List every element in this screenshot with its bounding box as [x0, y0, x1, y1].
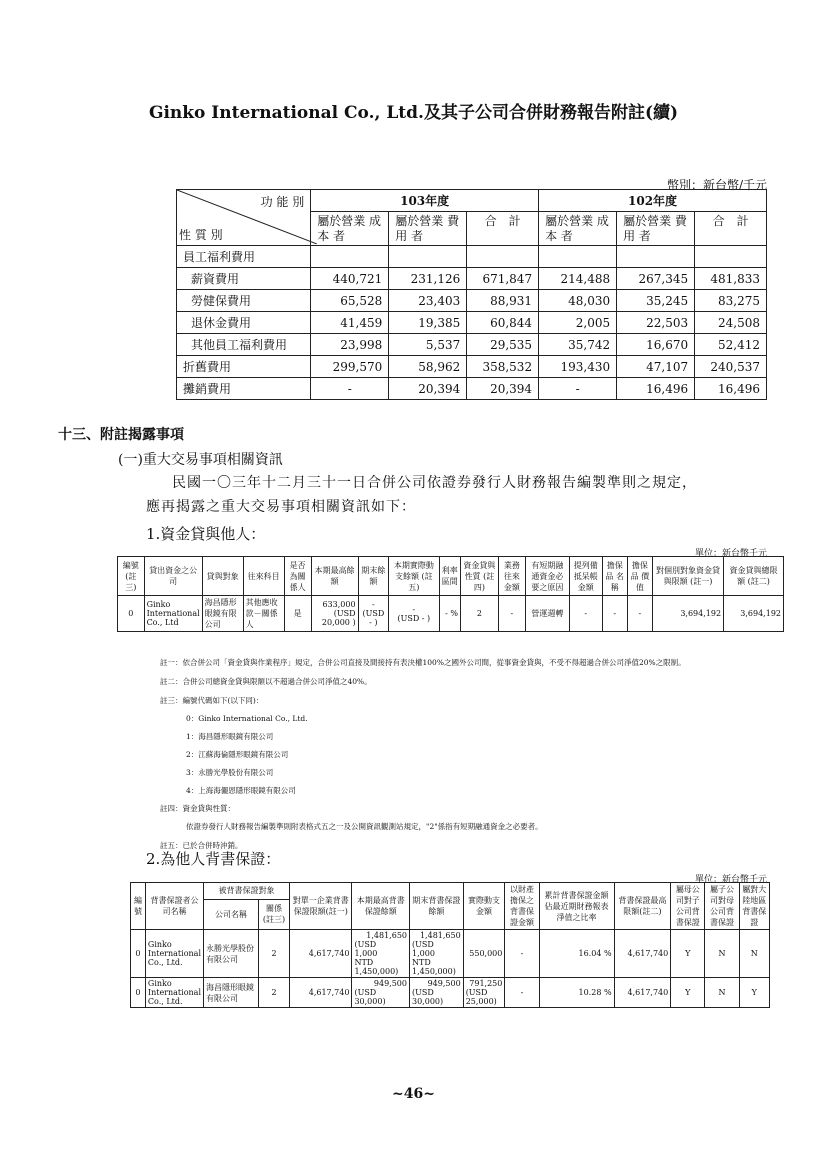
expense-cell: -	[539, 378, 617, 400]
intro-paragraph-line2: 應再揭露之重大交易事項相關資訊如下：	[146, 499, 416, 515]
loan-limit-total: 3,694,192	[724, 596, 784, 632]
loan-notes	[160, 656, 686, 858]
function-header: 功 能 別	[260, 195, 305, 209]
loan-header-cell: 貸與對象	[202, 557, 243, 596]
employee-expense-table	[176, 189, 767, 400]
g-h-s2p: 屬子公司對母公司背書保證	[705, 883, 739, 930]
loan-unit: 單位：新台幣千元	[694, 549, 767, 559]
note-line: 0：Ginko International Co., Ltd.	[186, 714, 308, 723]
guarantee-value: -	[520, 949, 524, 958]
loan-header-cell: 編號 (註三)	[118, 557, 145, 596]
guarantee-value: Y	[751, 988, 757, 997]
expense-row-label: 其他員工福利費用	[177, 334, 311, 356]
note-line: 註二：合併公司總資金貸與限額以不超過合併公司淨值之40%。	[160, 677, 372, 686]
loan-max-balance: 633,000	[322, 600, 356, 609]
guarantee-cell-guarantor	[145, 978, 203, 1008]
guarantee-cell-company	[204, 930, 259, 978]
expense-cell	[311, 246, 389, 268]
expense-cell: 5,537	[389, 334, 467, 356]
guarantee-value: Y	[685, 949, 691, 958]
g-h-property: 以財產擔保之背書保證金額	[505, 883, 539, 930]
guarantee-sub-value: NTD	[354, 958, 374, 967]
guarantee-unit: 單位：新台幣千元	[694, 875, 767, 885]
expense-cell: 240,537	[695, 356, 767, 378]
expense-cell	[617, 246, 695, 268]
loan-header-cell: 資金貸與總限額 (註二)	[724, 557, 784, 596]
loan-business: -	[498, 596, 525, 632]
loan-limit-individual: 3,694,192	[652, 596, 723, 632]
guarantee-cell-actual	[463, 930, 505, 978]
guarantee-cell-end	[410, 978, 464, 1008]
expense-cell: 16,496	[695, 378, 767, 400]
expense-cell: 231,126	[389, 268, 467, 290]
expense-cell: 24,508	[695, 312, 767, 334]
guarantee-cell-ratio	[539, 930, 614, 978]
expense-cell: 41,459	[311, 312, 389, 334]
expense-cell: 481,833	[695, 268, 767, 290]
guarantee-sub-value: 1,000	[412, 949, 435, 958]
guarantee-cell-actual	[463, 978, 505, 1008]
guarantee-cell-p2s	[671, 978, 705, 1008]
expense-cell	[539, 246, 617, 268]
loan-reason: 營運週轉	[525, 596, 569, 632]
guarantee-table	[130, 882, 770, 1008]
guarantee-value: 4,617,740	[627, 949, 669, 958]
loan-header-cell: 利率區間	[439, 557, 460, 596]
loan-header-cell: 往來科目	[243, 557, 284, 596]
loan-header-cell: 業務往來金額	[498, 557, 525, 596]
g-h-ratio: 累計背書保證金額佔最近期財務報表淨值之比率	[539, 883, 614, 930]
guarantee-rows	[131, 930, 770, 1008]
guarantee-value: 2	[271, 949, 277, 958]
loan-actual-usd: (USD - )	[397, 613, 431, 623]
loan-header-cell: 對個別對象資金貸與限額 (註一)	[652, 557, 723, 596]
guarantee-sub-value: 1,000	[354, 949, 378, 958]
note-line: 3：永勝光學股份有限公司	[186, 768, 274, 777]
loan-header-cell: 資金貸與性質 (註四)	[460, 557, 498, 596]
expense-row-label: 折舊費用	[177, 356, 311, 378]
guarantee-cell-cn	[739, 930, 769, 978]
expense-row-label: 員工福利費用	[177, 246, 311, 268]
guarantee-value: N	[750, 949, 758, 958]
g-h-end: 期末背書保證餘額	[410, 883, 464, 930]
guarantee-cell-cn	[739, 978, 769, 1008]
loan-no: 0	[118, 596, 145, 632]
expense-cell: 83,275	[695, 290, 767, 312]
guarantee-cell-company	[204, 978, 259, 1008]
expense-cell: 22,503	[617, 312, 695, 334]
expense-cell: 16,496	[617, 378, 695, 400]
expense-cell: 2,005	[539, 312, 617, 334]
guarantee-cell-max_limit	[614, 978, 671, 1008]
nature-header: 性 質 別	[179, 228, 223, 242]
expense-cell: 299,570	[311, 356, 389, 378]
note-line: 4：上海海儷恩隱形眼鏡有限公司	[186, 786, 296, 795]
guarantee-value: 2	[271, 988, 277, 997]
expense-row	[177, 290, 767, 312]
guarantee-sub-value: (USD	[412, 940, 434, 949]
expense-row-label: 攤銷費用	[177, 378, 311, 400]
guarantee-header-row-1	[131, 883, 770, 900]
loan-account: 其他應收款－關係人	[243, 596, 284, 632]
guarantee-cell-rel	[259, 978, 290, 1008]
guarantee-row	[131, 978, 770, 1008]
guarantee-value: 10.28 %	[578, 988, 612, 997]
guarantee-value: 4,617,740	[308, 988, 350, 997]
expense-row-label: 退休金費用	[177, 312, 311, 334]
guarantee-value: 1,481,650	[419, 931, 461, 940]
loan-header-cell: 期末餘額	[358, 557, 389, 596]
expense-row	[177, 356, 767, 378]
loan-heading: 1.資金貸與他人：	[146, 525, 266, 543]
loan-data-row	[118, 596, 784, 632]
expense-row	[177, 268, 767, 290]
guarantee-value: Ginko International Co., Ltd.	[147, 940, 201, 967]
expense-cell: 193,430	[539, 356, 617, 378]
loan-header-cell: 提列備抵呆帳金額	[569, 557, 602, 596]
guarantee-sub-value: (USD	[354, 988, 377, 997]
guarantee-sub-value: 25,000)	[465, 997, 497, 1006]
loan-lender: Ginko International Co., Ltd	[144, 596, 202, 632]
loan-table	[117, 556, 784, 632]
expense-cell: 23,403	[389, 290, 467, 312]
note-line: 註三：編號代碼如下(以下同)：	[160, 696, 264, 705]
guarantee-value: Y	[685, 988, 691, 997]
loan-collateral-value: -	[627, 596, 652, 632]
expense-row	[177, 378, 767, 400]
guarantee-value: 0	[135, 949, 141, 958]
guarantee-cell-max	[352, 978, 410, 1008]
note-line: 註四：資金貸與性質：	[160, 804, 235, 813]
g-h-limit: 對單一企業背書保證限額(註一)	[290, 883, 352, 930]
guarantee-value: -	[520, 988, 524, 997]
guarantee-cell-max	[352, 930, 410, 978]
subsection-heading: (一)重大交易事項相關資訊	[118, 452, 283, 468]
col-total-103: 合 計	[467, 212, 539, 246]
expense-cell	[467, 246, 539, 268]
expense-cell: 35,742	[539, 334, 617, 356]
guarantee-value: 16.04 %	[578, 949, 612, 958]
col-expense-102: 屬於營業 費 用 者	[617, 212, 695, 246]
expense-cell	[695, 246, 767, 268]
expense-cell: 60,844	[467, 312, 539, 334]
guarantee-value: 949,500	[373, 979, 407, 988]
loan-header-row	[118, 557, 784, 596]
guarantee-sub-value: 30,000)	[412, 997, 444, 1006]
col-cost-103: 屬於營業 成 本 者	[311, 212, 389, 246]
diagonal-header-cell	[177, 190, 311, 246]
guarantee-sub-value: (USD	[354, 940, 377, 949]
loan-header-cell: 擔保品 價值	[627, 557, 652, 596]
note-line: 註一：依合併公司「資金貸與作業程序」規定，合併公司直接及間接持有表決權100%之國外公司間，從事資金貸與，不受不得超過合併公司淨值20%之限制。	[160, 658, 686, 667]
guarantee-cell-max_limit	[614, 930, 671, 978]
loan-borrower: 海昌隱形眼鏡有限公司	[202, 596, 243, 632]
currency-unit: 幣別：新台幣/千元	[666, 178, 767, 192]
year-102-header: 102年度	[539, 190, 767, 212]
guarantee-value: N	[718, 988, 726, 997]
guarantee-value: 4,617,740	[308, 949, 350, 958]
expense-cell: 29,535	[467, 334, 539, 356]
g-h-max-limit: 背書保證最高限額(註二)	[614, 883, 671, 930]
expense-cell: 35,245	[617, 290, 695, 312]
guarantee-value: 永勝光學股份有限公司	[206, 943, 254, 964]
loan-header-cell: 有短期融通資金必要之原因	[525, 557, 569, 596]
expense-cell	[389, 246, 467, 268]
guarantee-heading: 2.為他人背書保證：	[146, 850, 281, 868]
g-h-company: 公司名稱	[204, 899, 259, 929]
section-heading: 十三、附註揭露事項	[58, 427, 184, 443]
expense-cell: 58,962	[389, 356, 467, 378]
g-h-actual: 實際動支金額	[463, 883, 505, 930]
expense-cell: 47,107	[617, 356, 695, 378]
loan-allowance: -	[569, 596, 602, 632]
expense-cell: 440,721	[311, 268, 389, 290]
guarantee-sub-value: 30,000)	[354, 997, 386, 1006]
loan-header-cell: 擔保品 名稱	[602, 557, 627, 596]
guarantee-cell-p2s	[671, 930, 705, 978]
col-total-102: 合 計	[695, 212, 767, 246]
guarantee-value: 949,500	[427, 979, 461, 988]
guarantee-row	[131, 930, 770, 978]
g-h-relation: 關係(註三)	[259, 899, 290, 929]
guarantee-value: N	[718, 949, 726, 958]
guarantee-cell-prop	[505, 930, 539, 978]
page-title: Ginko International Co., Ltd.及其子公司合併財務報告附註(續)	[148, 103, 679, 123]
g-h-cn: 屬對大陸地區背書保證	[739, 883, 769, 930]
guarantee-sub-value: 1,450,000)	[354, 967, 399, 976]
year-103-header: 103年度	[311, 190, 539, 212]
expense-cell: 671,847	[467, 268, 539, 290]
guarantee-cell-limit	[290, 930, 352, 978]
loan-header-cell: 本期實際動支餘額 (註五)	[389, 557, 439, 596]
expense-cell: 267,345	[617, 268, 695, 290]
loan-max-balance-usd: (USD 20,000 )	[321, 609, 356, 627]
guarantee-value: 550,000	[469, 949, 503, 958]
guarantee-cell-prop	[505, 978, 539, 1008]
guarantee-sub-value: (USD	[412, 988, 434, 997]
note-line: 1：海昌隱形眼鏡有限公司	[186, 732, 274, 741]
loan-actual: -	[412, 604, 416, 614]
expense-row	[177, 334, 767, 356]
guarantee-sub-value: NTD	[412, 958, 431, 967]
guarantee-sub-value: (USD	[465, 988, 488, 997]
guarantee-cell-no	[131, 930, 146, 978]
loan-rate: - %	[439, 596, 460, 632]
col-expense-103: 屬於營業 費 用 者	[389, 212, 467, 246]
guarantee-cell-rel	[259, 930, 290, 978]
expense-rows	[177, 246, 767, 400]
expense-cell: 19,385	[389, 312, 467, 334]
guarantee-value: 1,481,650	[366, 931, 407, 940]
col-cost-102: 屬於營業 成 本 者	[539, 212, 617, 246]
guarantee-cell-limit	[290, 978, 352, 1008]
guarantee-value: 海昌隱形眼鏡有限公司	[206, 982, 254, 1003]
expense-cell: 48,030	[539, 290, 617, 312]
guarantee-sub-value: 1,450,000)	[412, 967, 456, 976]
expense-cell: 65,528	[311, 290, 389, 312]
guarantee-value: Ginko International Co., Ltd.	[147, 979, 201, 1006]
guarantee-cell-ratio	[539, 978, 614, 1008]
loan-header-cell: 本期最高餘額	[311, 557, 358, 596]
page-number: ~46~	[392, 1086, 435, 1102]
guarantee-cell-no	[131, 978, 146, 1008]
loan-collateral-name: -	[602, 596, 627, 632]
g-h-max: 本期最高背書保證餘額	[352, 883, 410, 930]
expense-row-label: 薪資費用	[177, 268, 311, 290]
expense-cell: 20,394	[467, 378, 539, 400]
expense-cell: 52,412	[695, 334, 767, 356]
expense-cell: 88,931	[467, 290, 539, 312]
note-line: 依證券發行人財務報告編製準則附表格式五之一及公開資訊觀測站規定，"2"係指有短期融通資金之必要者。	[186, 822, 543, 831]
guarantee-cell-end	[410, 930, 464, 978]
expense-row-label: 勞健保費用	[177, 290, 311, 312]
expense-cell: 16,670	[617, 334, 695, 356]
expense-cell: 214,488	[539, 268, 617, 290]
expense-cell: 358,532	[467, 356, 539, 378]
expense-cell: 23,998	[311, 334, 389, 356]
loan-end-balance: -	[372, 600, 375, 609]
expense-row	[177, 246, 767, 268]
loan-header-cell: 貸出資金之公司	[144, 557, 202, 596]
guarantee-cell-guarantor	[145, 930, 203, 978]
g-h-group: 被背書保證對象	[204, 883, 290, 900]
g-h-guarantor: 背書保證者公司名稱	[145, 883, 203, 930]
g-h-p2s: 屬母公司對子公司背書保證	[671, 883, 705, 930]
loan-header-cell: 是否為關係人	[284, 557, 311, 596]
intro-paragraph-line1: 民國一〇三年十二月三十一日合併公司依證券發行人財務報告編製準則之規定，	[172, 475, 697, 491]
loan-nature: 2	[460, 596, 498, 632]
note-line: 註五：已於合併時沖銷。	[160, 841, 243, 850]
expense-cell: 20,394	[389, 378, 467, 400]
loan-related: 是	[284, 596, 311, 632]
guarantee-value: 0	[135, 988, 141, 997]
expense-cell: -	[311, 378, 389, 400]
guarantee-value: 4,617,740	[627, 988, 669, 997]
guarantee-cell-s2p	[705, 978, 739, 1008]
guarantee-value: 791,250	[469, 979, 503, 988]
note-line: 2：江蘇海倫隱形眼鏡有限公司	[186, 750, 289, 759]
g-h-no: 編號	[131, 883, 146, 930]
guarantee-cell-s2p	[705, 930, 739, 978]
expense-row	[177, 312, 767, 334]
loan-end-balance-usd: (USD - )	[362, 609, 385, 627]
